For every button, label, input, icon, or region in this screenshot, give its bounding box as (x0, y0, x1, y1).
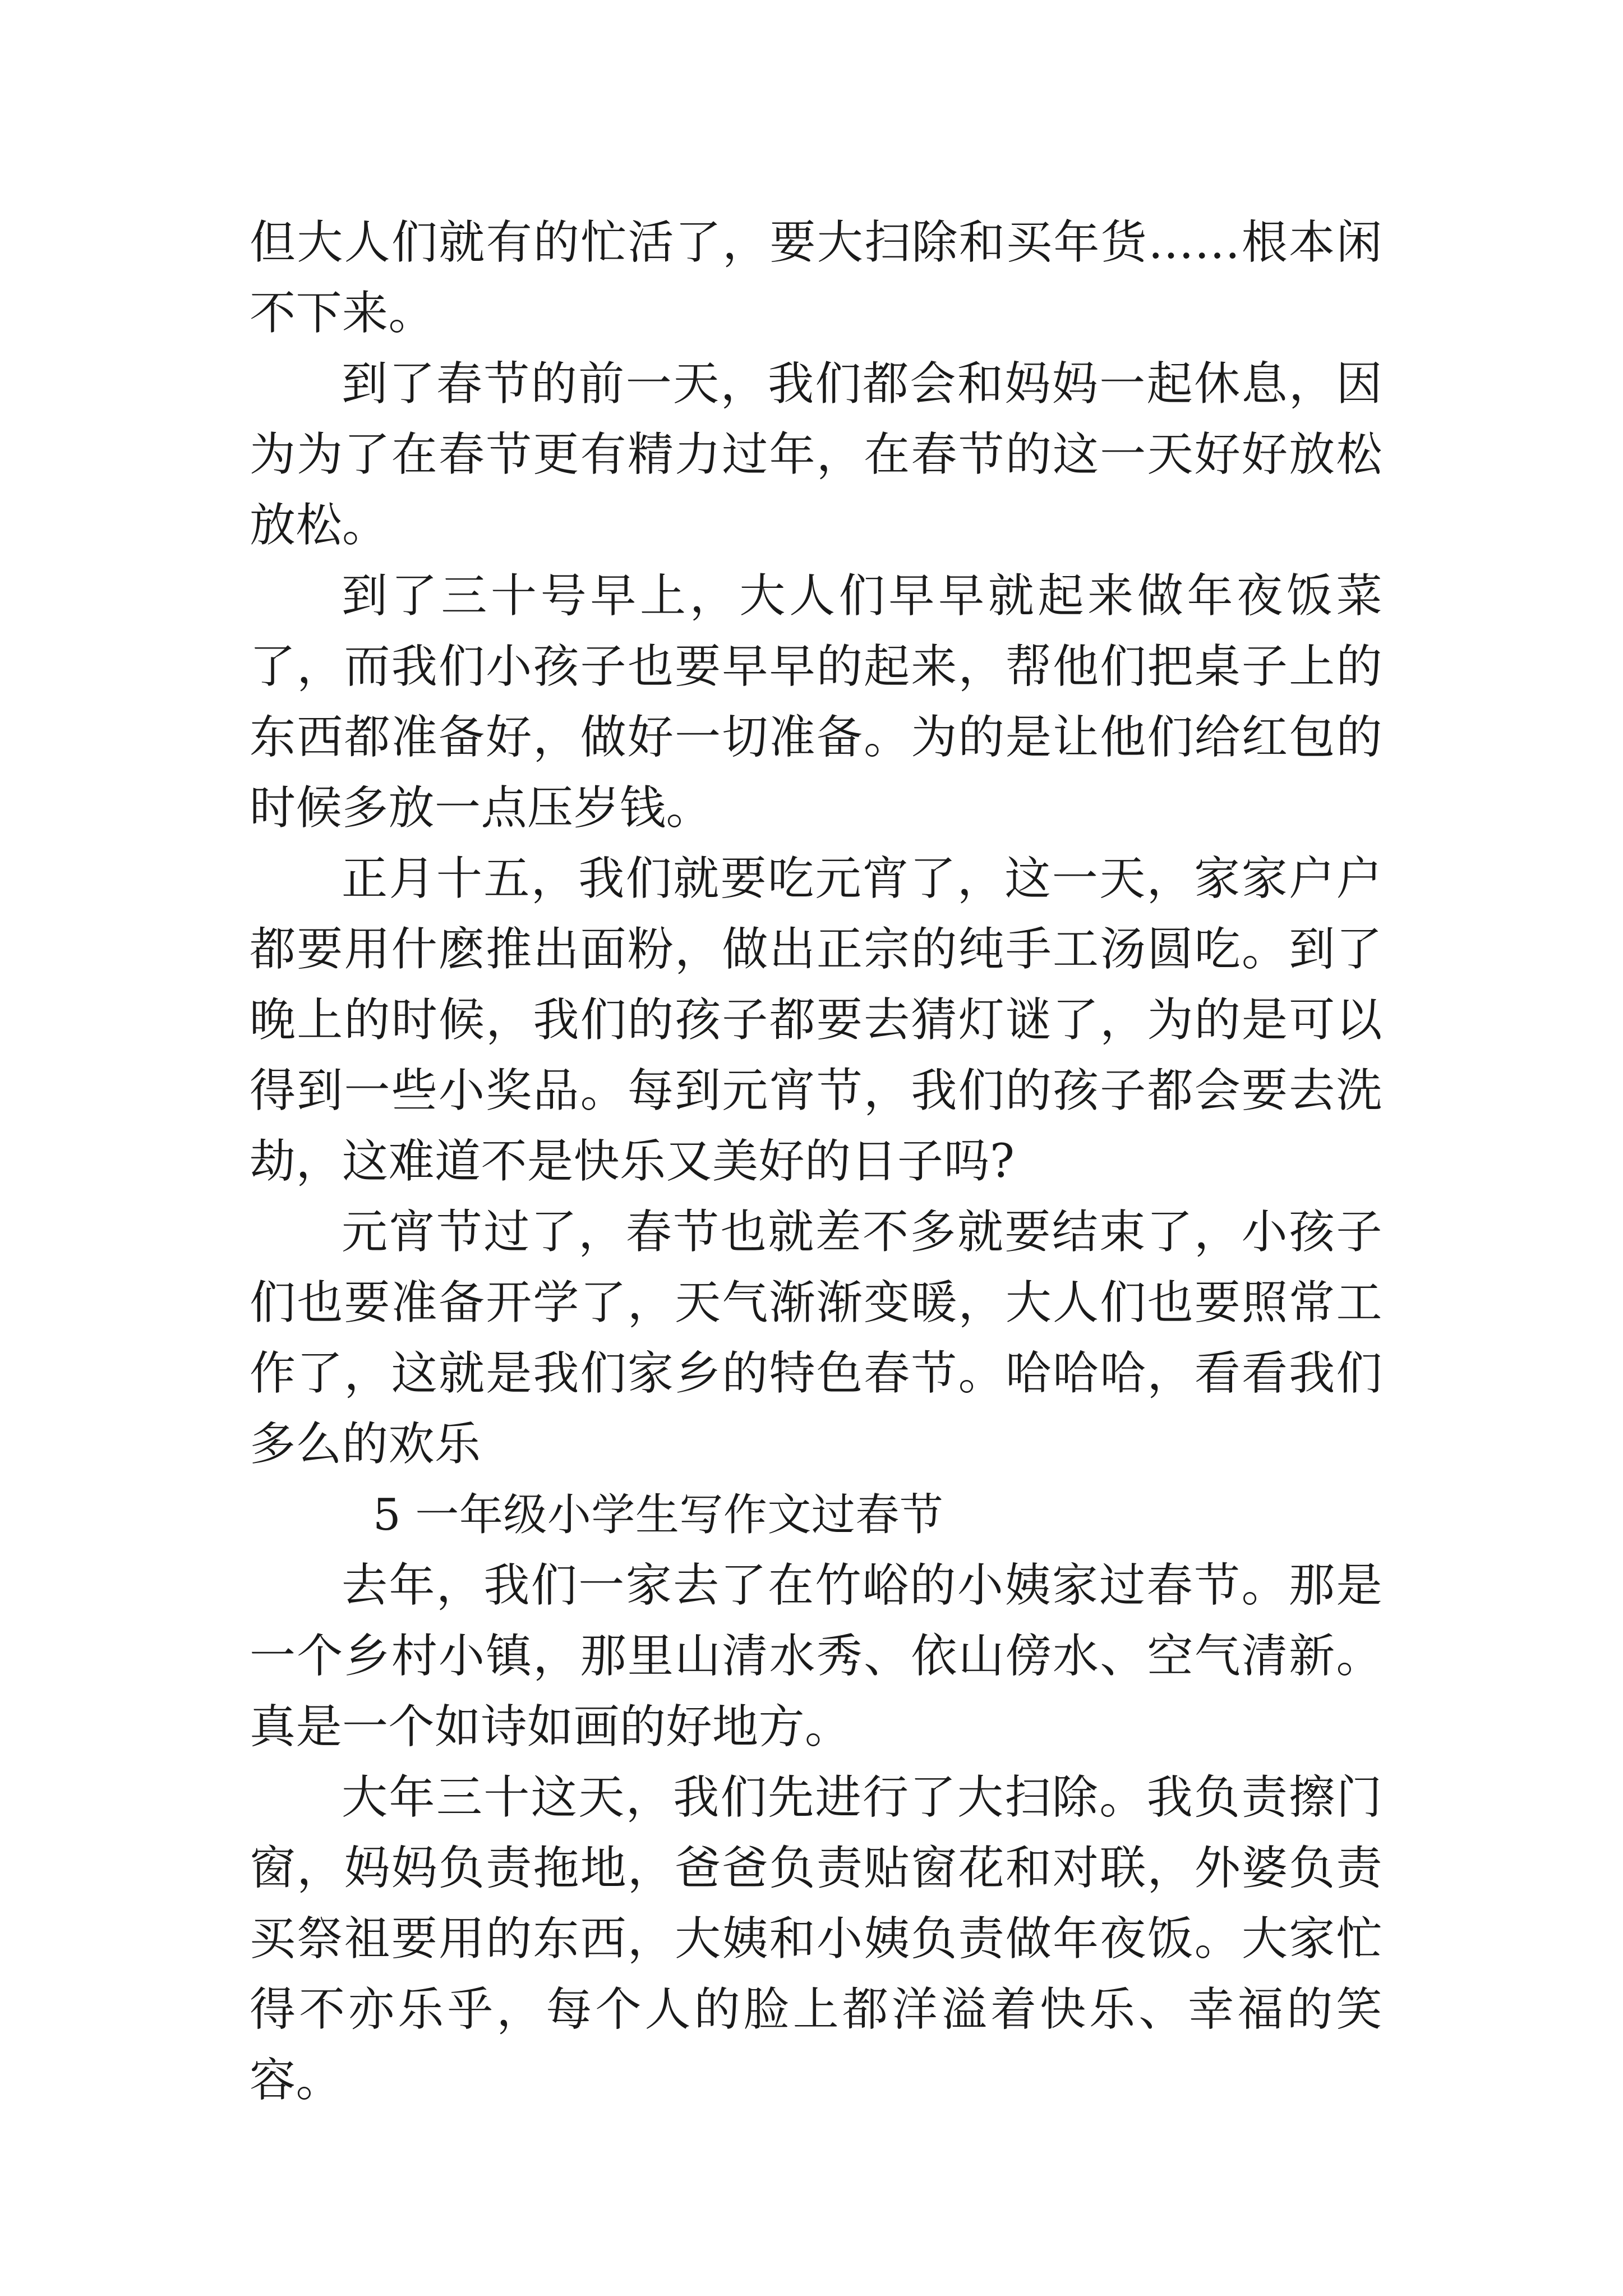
paragraph-last-year-trip: 去年，我们一家去了在竹峪的小姨家过春节。那是一个乡村小镇，那里山清水秀、依山傍水、空气清新。真是一个如诗如画的好地方。 (250, 1559, 1382, 1754)
paragraph-continuation: 但大人们就有的忙活了，要大扫除和买年货……根本闲不下来。 (250, 216, 1382, 340)
paragraph-cleaning-day: 大年三十这天，我们先进行了大扫除。我负责擦门窗，妈妈负责拖地，爸爸负责贴窗花和对联，外婆负责买祭祖要用的东西，大姨和小姨负责做年夜饭。大家忙得不亦乐乎，每个人的脸上都洋溢着快乐、幸福的笑容。 (250, 1771, 1382, 2107)
paragraph-new-year-eve-morning: 到了三十号早上，大人们早早就起来做年夜饭菜了，而我们小孩子也要早早的起来，帮他们把桌子上的东西都准备好，做好一切准备。为的是让他们给红包的时候多放一点压岁钱。 (250, 569, 1382, 835)
paragraph-lantern-festival: 正月十五，我们就要吃元宵了，这一天，家家户户都要用什麽推出面粉，做出正宗的纯手工汤圆吃。到了晚上的时候，我们的孩子都要去猜灯谜了，为的是可以得到一些小奖品。每到元宵节，我们的孩子都会要去洗劫，这难道不是快乐又美好的日子吗? (250, 852, 1382, 1188)
essay-body (250, 208, 1382, 2116)
paragraph-festival-end: 元宵节过了，春节也就差不多就要结束了，小孩子们也要准备开学了，天气渐渐变暖，大人们也要照常工作了，这就是我们家乡的特色春节。哈哈哈，看看我们多么的欢乐 (250, 1205, 1382, 1471)
paragraph-eve-rest: 到了春节的前一天，我们都会和妈妈一起休息，因为为了在春节更有精力过年，在春节的这一天好好放松放松。 (250, 357, 1382, 552)
section-heading: 5 一年级小学生写作文过春节 (373, 1490, 944, 1540)
